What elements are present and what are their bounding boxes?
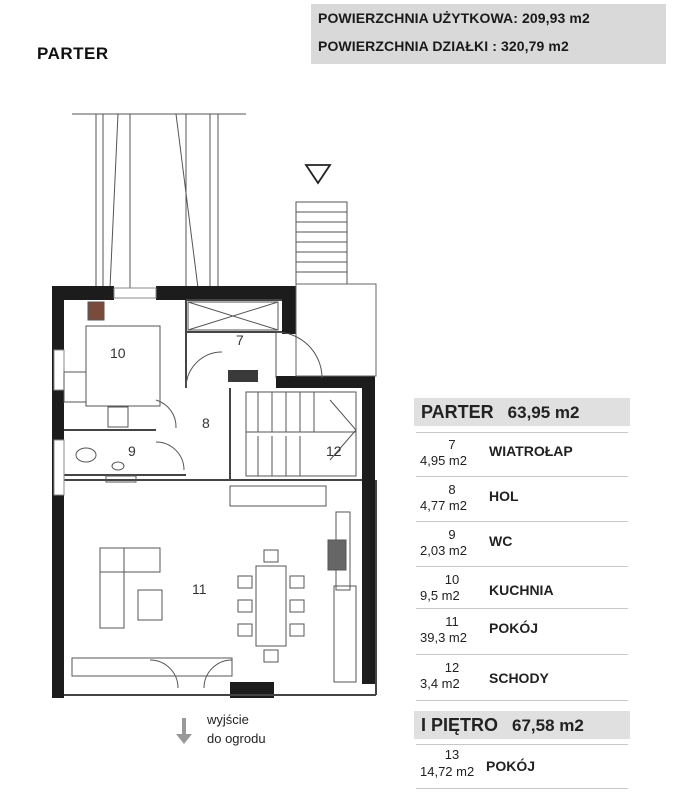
room-name: WIATROŁAP	[489, 443, 573, 459]
room-label-11: 11	[192, 581, 207, 597]
heater	[228, 370, 258, 382]
divider	[416, 521, 628, 522]
room-number: 13	[444, 747, 460, 762]
living-room-furniture	[72, 486, 356, 688]
room-name: HOL	[489, 488, 519, 504]
divider	[416, 744, 628, 745]
divider	[416, 608, 628, 609]
room-area: 4,77 m2	[420, 498, 467, 513]
kitchen-fixtures	[64, 302, 160, 427]
room-label-8: 8	[202, 415, 210, 431]
divider	[416, 788, 628, 789]
ground-floor-title	[421, 402, 580, 423]
room-name: KUCHNIA	[489, 582, 554, 598]
exterior-walls	[52, 286, 375, 698]
first-floor-area: 67,58 m2	[512, 716, 584, 735]
exit-arrow-icon	[176, 718, 192, 744]
room-area: 14,72 m2	[420, 764, 475, 779]
room-name: POKÓJ	[489, 620, 539, 636]
entry-stairs	[296, 202, 347, 284]
usable-area-text: POWIERZCHNIA UŻYTKOWA: 209,93 m2	[318, 10, 590, 26]
room-label-7: 7	[236, 332, 244, 348]
room-number: 7	[448, 437, 456, 452]
room-area: 9,5 m2	[420, 588, 460, 603]
divider	[416, 476, 628, 477]
plot-area-text: POWIERZCHNIA DZIAŁKI : 320,79 m2	[318, 38, 569, 54]
vestibule-cabinet	[188, 302, 278, 330]
entrance-arrow-icon	[306, 165, 330, 183]
divider	[416, 654, 628, 655]
exit-label-line2: do ogrodu	[207, 731, 266, 746]
divider	[416, 566, 628, 567]
divider	[416, 432, 628, 433]
ground-floor-area: 63,95 m2	[507, 403, 580, 422]
page-title: PARTER	[37, 44, 109, 63]
room-number: 10	[444, 572, 460, 587]
room-area: 4,95 m2	[420, 453, 467, 468]
first-floor-title	[421, 715, 584, 736]
room-number: 12	[444, 660, 460, 675]
room-area: 2,03 m2	[420, 543, 467, 558]
ground-floor-name: PARTER	[421, 402, 494, 422]
room-label-12: 12	[326, 443, 342, 459]
room-number: 8	[448, 482, 456, 497]
room-number: 9	[448, 527, 456, 542]
room-area: 3,4 m2	[420, 676, 460, 691]
room-name: POKÓJ	[486, 758, 536, 774]
divider	[416, 700, 628, 701]
room-area: 39,3 m2	[420, 630, 467, 645]
room-label-10: 10	[110, 345, 126, 361]
room-name: WC	[489, 533, 513, 549]
wc-fixtures	[76, 448, 136, 482]
pergola-lines	[72, 114, 246, 288]
room-label-9: 9	[128, 443, 136, 459]
room-number: 11	[445, 614, 459, 629]
windows	[54, 288, 156, 495]
internal-stairs	[246, 392, 356, 476]
first-floor-name: I PIĘTRO	[421, 715, 499, 735]
exit-label-line1: wyjście	[207, 712, 249, 727]
door-swings	[156, 332, 322, 470]
room-name: SCHODY	[489, 670, 549, 686]
